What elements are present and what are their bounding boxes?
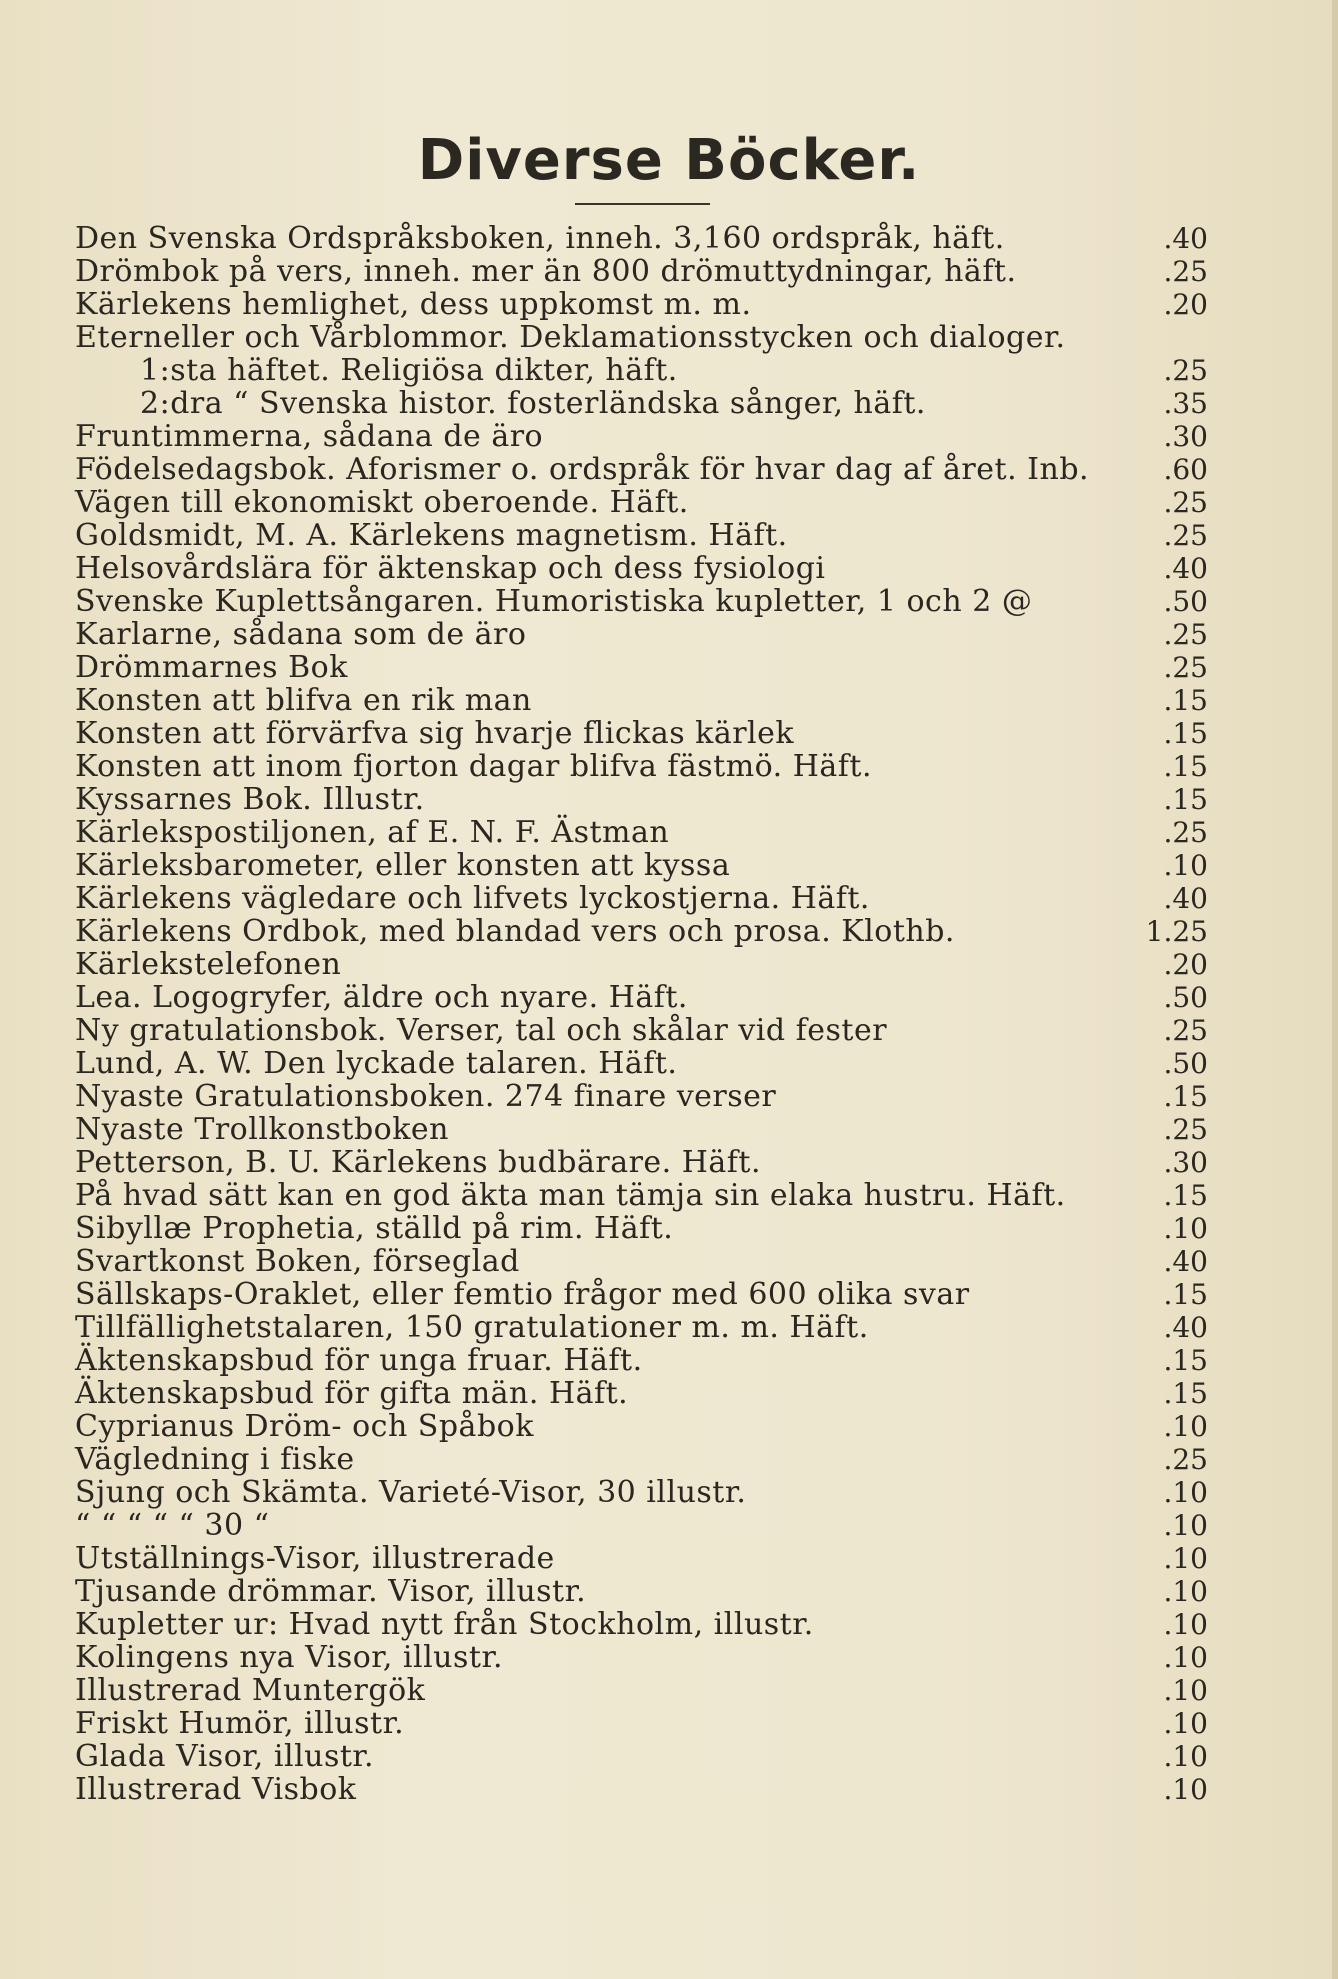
- book-title: Illustrerad Visbok: [75, 1772, 357, 1807]
- book-price: .40: [1163, 1311, 1208, 1344]
- book-title: Konsten att inom fjorton dagar blifva fästmö. Häft.: [75, 749, 872, 784]
- book-entry: [0, 981, 1338, 1014]
- book-price: .10: [1163, 1608, 1208, 1641]
- book-entry: [0, 453, 1338, 486]
- book-entry: [0, 1443, 1338, 1476]
- book-price: .30: [1163, 1146, 1208, 1179]
- book-title: Den Svenska Ordspråksboken, inneh. 3,160 ordspråk, häft.: [75, 221, 1005, 256]
- book-entry: [0, 1179, 1338, 1212]
- book-price: .40: [1163, 882, 1208, 915]
- book-price: .10: [1163, 849, 1208, 882]
- book-entry: [0, 1707, 1338, 1740]
- book-title: Utställnings-Visor, illustrerade: [75, 1541, 555, 1576]
- book-entry: [0, 1641, 1338, 1674]
- book-entry: [0, 519, 1338, 552]
- book-price: .25: [1163, 816, 1208, 849]
- book-price: .25: [1163, 519, 1208, 552]
- book-list: [0, 222, 1338, 1806]
- book-title: Sjung och Skämta. Varieté-Visor, 30 illustr.: [75, 1475, 747, 1510]
- book-entry: [0, 1773, 1338, 1806]
- book-entry: [0, 684, 1338, 717]
- book-title: Kärlekspostiljonen, af E. N. F. Ästman: [75, 815, 670, 850]
- book-title: Vägledning i fiske: [75, 1442, 355, 1477]
- book-price: .15: [1163, 684, 1208, 717]
- book-entry: [0, 915, 1338, 948]
- book-price: .25: [1163, 1113, 1208, 1146]
- book-entry: [0, 1080, 1338, 1113]
- book-price: .35: [1163, 387, 1208, 420]
- book-price: .15: [1163, 1080, 1208, 1113]
- book-title: Svartkonst Boken, förseglad: [75, 1244, 520, 1279]
- book-title: Illustrerad Muntergök: [75, 1673, 426, 1708]
- book-entry: [0, 255, 1338, 288]
- book-entry: [0, 1212, 1338, 1245]
- book-title: Goldsmidt, M. A. Kärlekens magnetism. Häft.: [75, 518, 788, 553]
- book-price: .15: [1163, 717, 1208, 750]
- book-title: Kärlekstelefonen: [75, 947, 342, 982]
- book-title: Ny gratulationsbok. Verser, tal och skålar vid fester: [75, 1013, 888, 1048]
- book-entry: [0, 1410, 1338, 1443]
- book-price: .60: [1163, 453, 1208, 486]
- book-title: Lund, A. W. Den lyckade talaren. Häft.: [75, 1046, 678, 1081]
- book-title: Nyaste Trollkonstboken: [75, 1112, 449, 1147]
- book-entry: [0, 354, 1338, 387]
- book-entry: [0, 1476, 1338, 1509]
- book-entry: [0, 1047, 1338, 1080]
- book-price: .25: [1163, 486, 1208, 519]
- book-entry: [0, 1113, 1338, 1146]
- book-price: .40: [1163, 552, 1208, 585]
- book-price: .10: [1163, 1476, 1208, 1509]
- book-title: Kupletter ur: Hvad nytt från Stockholm, illustr.: [75, 1607, 814, 1642]
- book-title: 2:dra “ Svenska histor. fosterländska sånger, häft.: [140, 386, 926, 421]
- book-entry: [0, 1509, 1338, 1542]
- book-price: .15: [1163, 1179, 1208, 1212]
- book-price: .15: [1163, 783, 1208, 816]
- book-title: Petterson, B. U. Kärlekens budbärare. Häft.: [75, 1145, 761, 1180]
- book-entry: [0, 849, 1338, 882]
- book-title: Kyssarnes Bok. Illustr.: [75, 782, 425, 817]
- book-title: Tjusande drömmar. Visor, illustr.: [75, 1574, 587, 1609]
- book-entry: [0, 1377, 1338, 1410]
- book-entry: [0, 948, 1338, 981]
- book-price: .20: [1163, 948, 1208, 981]
- book-title: Kärlekens hemlighet, dess uppkomst m. m.: [75, 287, 752, 322]
- book-title: Eterneller och Vårblommor. Deklamationsstycken och dialoger.: [75, 320, 1066, 355]
- book-entry: [0, 1278, 1338, 1311]
- book-entry: [0, 222, 1338, 255]
- book-title: Konsten att blifva en rik man: [75, 683, 532, 718]
- book-title: Nyaste Gratulationsboken. 274 finare verser: [75, 1079, 777, 1114]
- book-title: Drömmarnes Bok: [75, 650, 348, 685]
- book-price: .10: [1163, 1740, 1208, 1773]
- book-title: Äktenskapsbud för gifta män. Häft.: [75, 1376, 629, 1411]
- book-price: .25: [1163, 255, 1208, 288]
- book-title: Konsten att förvärfva sig hvarje flickas kärlek: [75, 716, 795, 751]
- book-entry: [0, 486, 1338, 519]
- book-title: Kärlekens vägledare och lifvets lyckostjerna. Häft.: [75, 881, 870, 916]
- book-price: .10: [1163, 1575, 1208, 1608]
- book-title: Sibyllæ Prophetia, ställd på rim. Häft.: [75, 1211, 674, 1246]
- book-entry: [0, 585, 1338, 618]
- book-title: Tillfällighetstalaren, 150 gratulationer m. m. Häft.: [75, 1310, 869, 1345]
- book-entry: [0, 651, 1338, 684]
- book-title: 1:sta häftet. Religiösa dikter, häft.: [140, 353, 678, 388]
- book-price: .40: [1163, 222, 1208, 255]
- book-title: Svenske Kuplettsångaren. Humoristiska kupletter, 1 och 2 @: [75, 584, 1033, 619]
- book-price: .15: [1163, 1344, 1208, 1377]
- book-price: .30: [1163, 420, 1208, 453]
- book-price: .10: [1163, 1773, 1208, 1806]
- book-price: .15: [1163, 750, 1208, 783]
- book-price: .50: [1163, 585, 1208, 618]
- book-price: .40: [1163, 1245, 1208, 1278]
- book-price: .10: [1163, 1641, 1208, 1674]
- book-entry: [0, 1014, 1338, 1047]
- book-title: Lea. Logogryfer, äldre och nyare. Häft.: [75, 980, 688, 1015]
- book-title: Karlarne, sådana som de äro: [75, 617, 527, 652]
- book-price: .10: [1163, 1410, 1208, 1443]
- book-price: .10: [1163, 1509, 1208, 1542]
- book-price: 1.25: [1145, 915, 1208, 948]
- book-price: .25: [1163, 354, 1208, 387]
- book-entry: [0, 1674, 1338, 1707]
- title-underline: [575, 203, 710, 205]
- book-entry: [0, 1146, 1338, 1179]
- book-title: Fruntimmerna, sådana de äro: [75, 419, 544, 454]
- book-entry: [0, 618, 1338, 651]
- book-price: .15: [1163, 1278, 1208, 1311]
- book-entry: [0, 420, 1338, 453]
- book-price: .25: [1163, 618, 1208, 651]
- book-price: .20: [1163, 288, 1208, 321]
- book-title: “ “ “ “ “ 30 “: [75, 1508, 270, 1543]
- book-entry: [0, 1608, 1338, 1641]
- book-title: Födelsedagsbok. Aforismer o. ordspråk för hvar dag af året. Inb.: [75, 452, 1090, 487]
- book-entry: [0, 1542, 1338, 1575]
- book-title: Helsovårdslära för äktenskap och dess fysiologi: [75, 551, 826, 586]
- page-edge: [1332, 0, 1338, 1979]
- book-entry: [0, 750, 1338, 783]
- book-entry: [0, 1575, 1338, 1608]
- book-price: .10: [1163, 1212, 1208, 1245]
- book-price: .10: [1163, 1707, 1208, 1740]
- book-entry: [0, 1344, 1338, 1377]
- book-entry: [0, 816, 1338, 849]
- book-price: .25: [1163, 1014, 1208, 1047]
- book-title: Friskt Humör, illustr.: [75, 1706, 405, 1741]
- book-title: Drömbok på vers, inneh. mer än 800 drömuttydningar, häft.: [75, 254, 1017, 289]
- book-entry: [0, 882, 1338, 915]
- book-price: .15: [1163, 1377, 1208, 1410]
- book-price: .10: [1163, 1674, 1208, 1707]
- book-entry: [0, 321, 1338, 354]
- book-price: .25: [1163, 651, 1208, 684]
- book-title: Vägen till ekonomiskt oberoende. Häft.: [75, 485, 689, 520]
- book-entry: [0, 717, 1338, 750]
- book-entry: [0, 288, 1338, 321]
- book-title: Äktenskapsbud för unga fruar. Häft.: [75, 1343, 643, 1378]
- book-title: Glada Visor, illustr.: [75, 1739, 375, 1774]
- book-title: Kärlekens Ordbok, med blandad vers och prosa. Klothb.: [75, 914, 955, 949]
- book-entry: [0, 387, 1338, 420]
- book-entry: [0, 552, 1338, 585]
- book-price: .10: [1163, 1542, 1208, 1575]
- page-title: Diverse Böcker.: [417, 128, 921, 193]
- book-entry: [0, 783, 1338, 816]
- book-title: På hvad sätt kan en god äkta man tämja sin elaka hustru. Häft.: [75, 1178, 1066, 1213]
- book-entry: [0, 1245, 1338, 1278]
- book-entry: [0, 1311, 1338, 1344]
- book-entry: [0, 1740, 1338, 1773]
- book-price: .25: [1163, 1443, 1208, 1476]
- book-title: Cyprianus Dröm- och Spåbok: [75, 1409, 534, 1444]
- book-title: Kärleksbarometer, eller konsten att kyssa: [75, 848, 731, 883]
- book-price: .50: [1163, 981, 1208, 1014]
- book-title: Kolingens nya Visor, illustr.: [75, 1640, 504, 1675]
- book-price: .50: [1163, 1047, 1208, 1080]
- book-title: Sällskaps-Oraklet, eller femtio frågor med 600 olika svar: [75, 1277, 970, 1312]
